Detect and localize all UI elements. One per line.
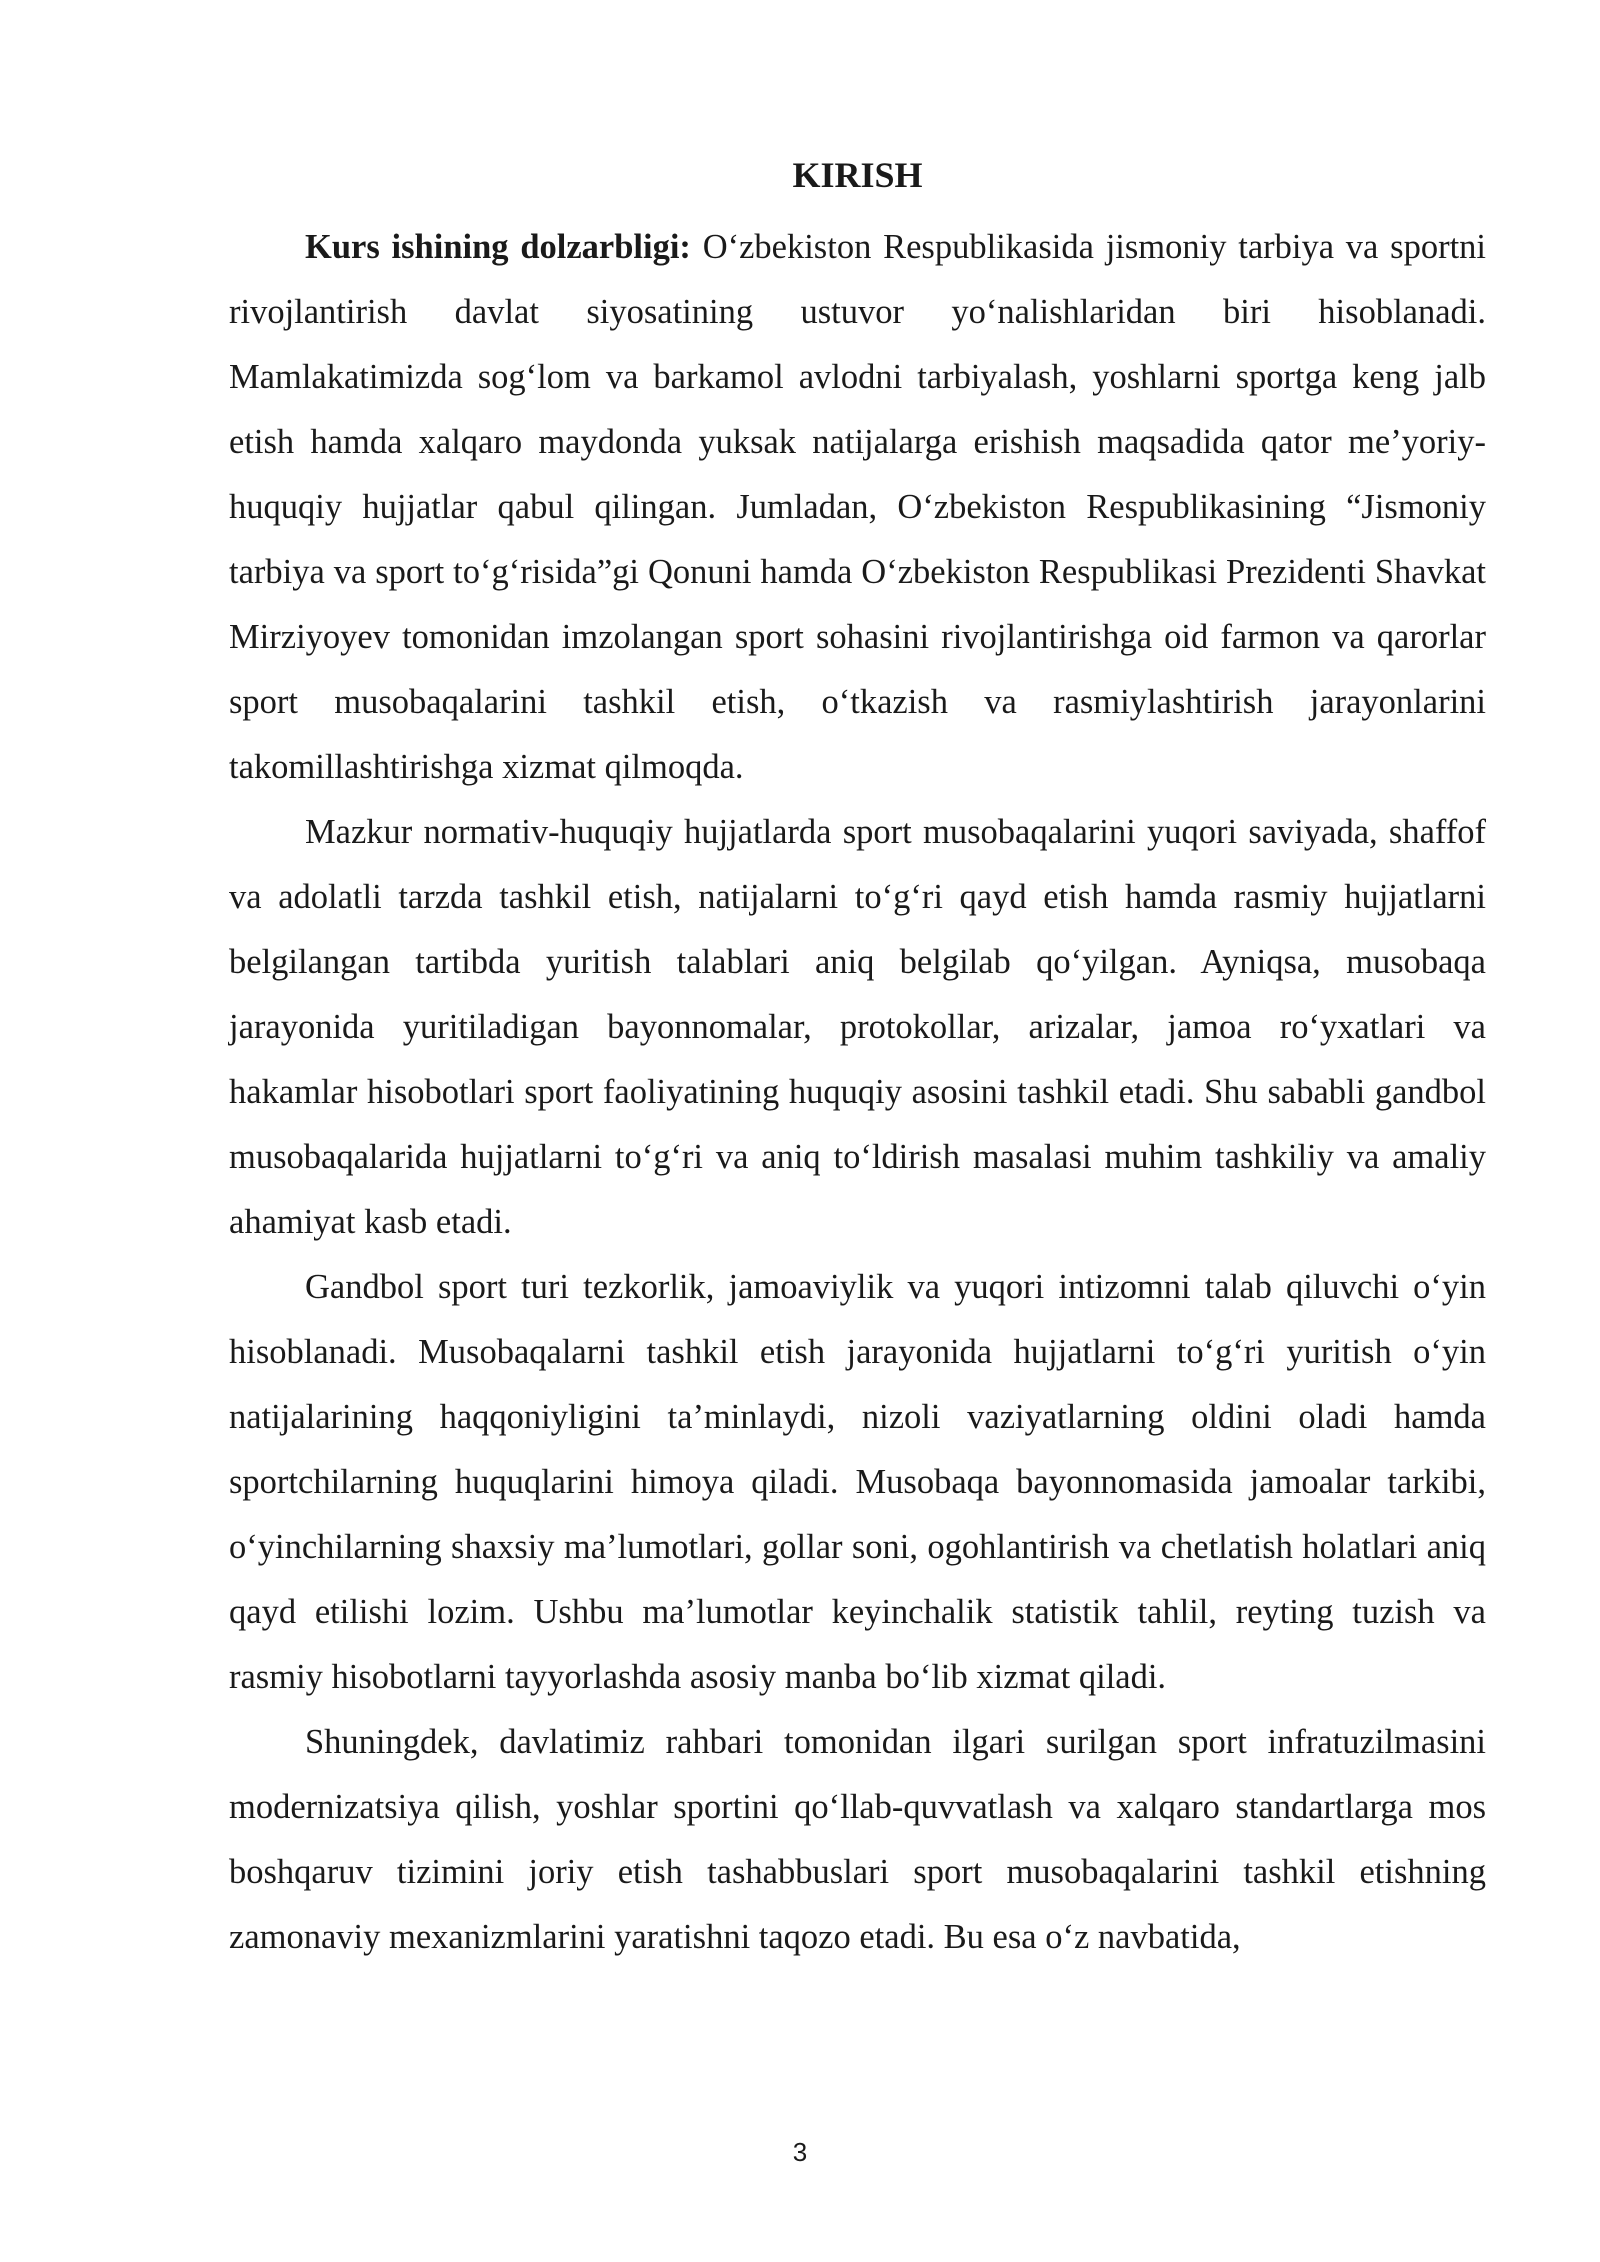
paragraph-2: Mazkur normativ-huquqiy hujjatlarda sport musobaqalarini yuqori saviyada, shaffof va adolatli tarzda tashkil etish, natijalarni to‘g‘ri qayd etish hamda rasmiy hujjatlarni belgilangan tartibda yuritish talablari aniq belgilab qo‘yilgan. Ayniqsa, musobaqa jarayonida yuritiladigan bayonnomalar, protokollar, arizalar, jamoa ro‘yxatlari va hakamlar hisobotlari sport faoliyatining huquqiy asosini tashkil etadi. Shu sababli gandbol musobaqalarida hujjatlarni to‘g‘ri va aniq to‘ldirish masalasi muhim tashkiliy va amaliy ahamiyat kasb etadi. bbox=[229, 813, 1486, 1241]
page-content bbox=[229, 150, 1486, 1970]
paragraph-1-text: O‘zbekiston Respublikasida jismoniy tarbiya va sportni rivojlantirish davlat siyosatining ustuvor yo‘nalishlaridan biri hisoblanadi. Mamlakatimizda sog‘lom va barkamol avlodni tarbiyalash, yoshlarni sportga keng jalb etish hamda xalqaro maydonda yuksak natijalarga erishish maqsadida qator me’yoriy-huquqiy hujjatlar qabul qilingan. Jumladan, O‘zbekiston Respublikasining “Jismoniy tarbiya va sport to‘g‘risida”gi Qonuni hamda O‘zbekiston Respublikasi Prezidenti Shavkat Mirziyoyev tomonidan imzolangan sport sohasini rivojlantirishga oid farmon va qarorlar sport musobaqalarini tashkil etish, o‘tkazish va rasmiylashtirish jarayonlarini takomillashtirishga xizmat qilmoqda. bbox=[229, 228, 1486, 786]
page-number: 3 bbox=[792, 2137, 808, 2167]
paragraph-4: Shuningdek, davlatimiz rahbari tomonidan ilgari surilgan sport infratuzilmasini modernizatsiya qilish, yoshlar sportini qo‘llab-quvvatlash va xalqaro standartlarga mos boshqaruv tizimini joriy etish tashabbuslari sport musobaqalarini tashkil etishning zamonaviy mexanizmlarini yaratishni taqozo etadi. Bu esa o‘z navbatida, bbox=[229, 1723, 1486, 1956]
paragraph-1 bbox=[229, 215, 1486, 800]
paragraph-3: Gandbol sport turi tezkorlik, jamoaviylik va yuqori intizomni talab qiluvchi o‘yin hisoblanadi. Musobaqalarni tashkil etish jarayonida hujjatlarni to‘g‘ri yuritish o‘yin natijalarining haqqoniyligini ta’minlaydi, nizoli vaziyatlarning oldini oladi hamda sportchilarning huquqlarini himoya qiladi. Musobaqa bayonnomasida jamoalar tarkibi, o‘yinchilarning shaxsiy ma’lumotlari, gollar soni, ogohlantirish va chetlatish holatlari aniq qayd etilishi lozim. Ushbu ma’lumotlar keyinchalik statistik tahlil, reyting tuzish va rasmiy hisobotlarni tayyorlashda asosiy manba bo‘lib xizmat qiladi. bbox=[229, 1268, 1486, 1696]
intro-label: Kurs ishining dolzarbligi: bbox=[305, 228, 691, 266]
section-heading: KIRISH bbox=[792, 155, 923, 195]
